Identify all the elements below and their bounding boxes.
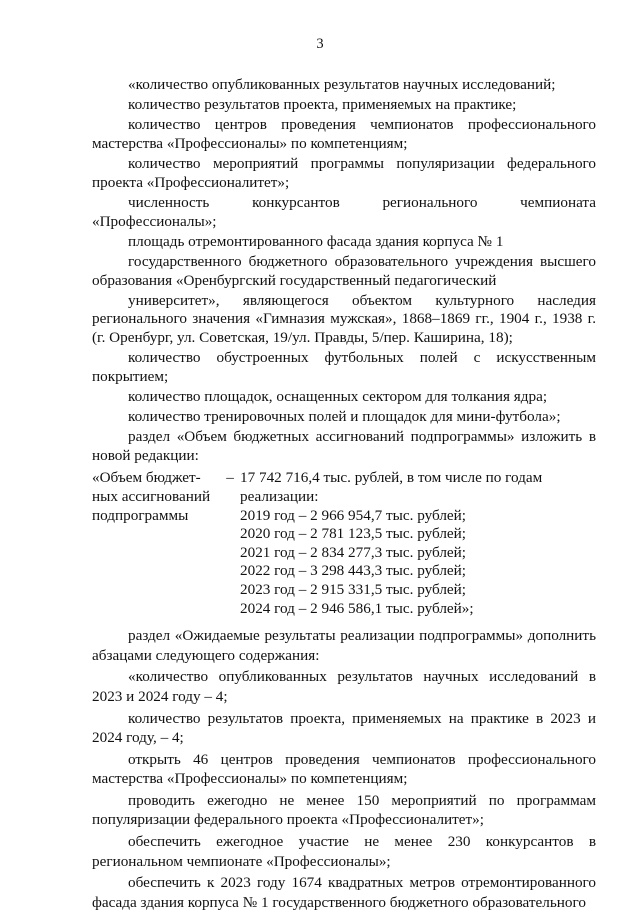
budget-total: 17 742 716,4 тыс. рублей, в том числе по годам реализации: bbox=[240, 469, 543, 505]
paragraph: открыть 46 центров проведения чемпионатов профессионального мастерства «Профессионалы» по компетенциям; bbox=[92, 750, 596, 788]
paragraph: проводить ежегодно не менее 150 мероприятий по программам популяризации федерального проекта «Профессионалитет»; bbox=[92, 791, 596, 829]
budget-year-row: 2022 год – 3 298 443,3 тыс. рублей; bbox=[240, 562, 467, 580]
budget-year-row: 2021 год – 2 834 277,3 тыс. рублей; bbox=[240, 543, 467, 561]
paragraph: количество результатов проекта, применяемых на практике в 2023 и 2024 году, – 4; bbox=[92, 709, 596, 746]
paragraph: площадь отремонтированного фасада здания корпуса № 1 bbox=[128, 232, 504, 250]
paragraph: количество мероприятий программы популяризации федерального проекта «Профессионалитет»; bbox=[92, 155, 596, 191]
paragraph: раздел «Объем бюджетных ассигнований подпрограммы» изложить в новой редакции: bbox=[92, 428, 596, 464]
paragraph: университет», являющегося объектом культурного наследия регионального значения «Гимназия мужская», 1868–1869 гг., 1904 г., 1938 г. (г. Оренбург, ул. Советская, 19/ул. Правды, 5/пер. Каширина, 18); bbox=[92, 291, 596, 346]
budget-dash: – bbox=[226, 469, 234, 487]
document-body bbox=[92, 76, 596, 915]
budget-label-line: «Объем бюджет- bbox=[92, 469, 201, 487]
paragraph: количество центров проведения чемпионатов профессионального мастерства «Профессионалы» по компетенциям; bbox=[92, 116, 596, 152]
budget-year-row: 2019 год – 2 966 954,7 тыс. рублей; bbox=[240, 506, 467, 524]
paragraph: «количество опубликованных результатов научных исследований; bbox=[128, 76, 556, 93]
budget-table-values bbox=[240, 469, 596, 618]
paragraph: государственного бюджетного образовательного учреждения высшего образования «Оренбургский государственный педагогический bbox=[92, 252, 596, 289]
paragraph: обеспечить к 2023 году 1674 квадратных метров отремонтированного фасада здания корпуса № 1 государственного бюджетного образовательного bbox=[92, 874, 596, 911]
budget-year-row: 2024 год – 2 946 586,1 тыс. рублей»; bbox=[240, 599, 474, 617]
budget-label-line: подпрограммы bbox=[92, 506, 189, 524]
paragraph: раздел «Ожидаемые результаты реализации подпрограммы» дополнить абзацами следующего содержания: bbox=[92, 627, 596, 664]
paragraph: количество результатов проекта, применяемых на практике; bbox=[128, 96, 517, 114]
budget-year-row: 2020 год – 2 781 123,5 тыс. рублей; bbox=[240, 525, 467, 543]
budget-year-row: 2023 год – 2 915 331,5 тыс. рублей; bbox=[240, 580, 467, 598]
budget-label-line: ных ассигнований bbox=[92, 488, 211, 505]
paragraph: обеспечить ежегодное участие не менее 230 конкурсантов в региональном чемпионате «Профессионалы»; bbox=[92, 833, 596, 870]
paragraph: количество обустроенных футбольных полей с искусственным покрытием; bbox=[92, 349, 596, 385]
paragraph: «количество опубликованных результатов научных исследований в 2023 и 2024 году – 4; bbox=[92, 668, 596, 705]
paragraph: количество площадок, оснащенных сектором для толкания ядра; bbox=[128, 387, 548, 405]
page-number: 3 bbox=[316, 36, 324, 52]
paragraph: количество тренировочных полей и площадок для мини-футбола»; bbox=[128, 408, 561, 426]
budget-table bbox=[92, 469, 596, 618]
paragraph: численность конкурсантов регионального чемпионата «Профессионалы»; bbox=[92, 193, 596, 230]
budget-table-label bbox=[92, 469, 220, 618]
